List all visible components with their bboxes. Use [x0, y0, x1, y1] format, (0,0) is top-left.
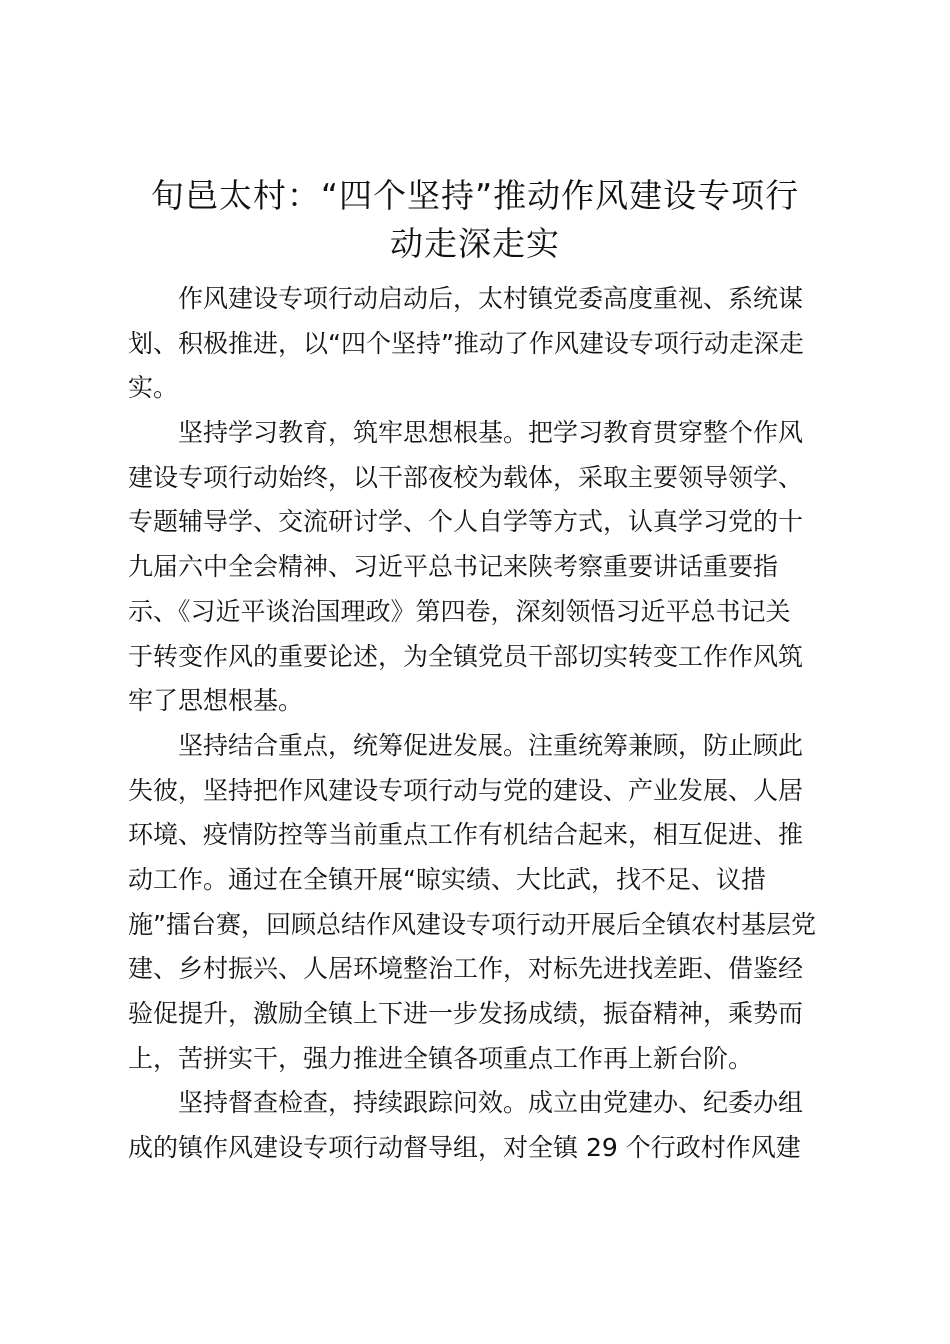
paragraph-line: 于转变作风的重要论述，为全镇党员干部切实转变工作作风筑 — [128, 641, 804, 671]
document-title — [0, 172, 950, 268]
paragraph-line: 动工作。通过在全镇开展“晾实绩、大比武，找不足、议措 — [128, 864, 766, 894]
paragraph-line: 成的镇作风建设专项行动督导组，对全镇 29 个行政村作风建 — [128, 1133, 801, 1163]
paragraph-line: 示、《习近平谈治国理政》第四卷，深刻领悟习近平总书记关 — [128, 596, 791, 626]
paragraph-study-education — [128, 411, 828, 724]
paragraph-line: 验促提升，激励全镇上下进一步发扬成绩，振奋精神，乘势而 — [128, 999, 804, 1028]
title-line-1: 旬邑太村：“四个坚持”推动作风建设专项行 — [150, 176, 800, 215]
paragraph-line: 失彼，坚持把作风建设专项行动与党的建设、产业发展、人居 — [128, 775, 804, 805]
paragraph-line: 专题辅导学、交流研讨学、个人自学等方式，认真学习党的十 — [128, 507, 804, 537]
paragraph-line: 牢了思想根基。 — [128, 686, 304, 716]
paragraph-line: 九届六中全会精神、习近平总书记来陕考察重要讲话重要指 — [128, 552, 779, 582]
paragraph-supervision — [128, 1081, 828, 1170]
paragraph-line: 施”擂台赛，回顾总结作风建设专项行动开展后全镇农村基层党 — [128, 909, 816, 939]
title-line-2: 动走深走实 — [390, 224, 560, 263]
paragraph-key-priorities — [128, 724, 828, 1082]
paragraph-line: 环境、疫情防控等当前重点工作有机结合起来，相互促进、推 — [128, 820, 804, 850]
paragraph-line: 建、乡村振兴、人居环境整治工作，对标先进找差距、借鉴经 — [128, 954, 804, 984]
paragraph-line: 坚持学习教育，筑牢思想根基。把学习教育贯穿整个作风 — [178, 418, 804, 448]
paragraph-line: 划、积极推进，以“四个坚持”推动了作风建设专项行动走深走 — [128, 328, 804, 358]
paragraph-line: 上，苦拼实干，强力推进全镇各项重点工作再上新台阶。 — [128, 1043, 754, 1073]
paragraph-line: 实。 — [128, 373, 179, 403]
paragraph-line: 坚持结合重点，统筹促进发展。注重统筹兼顾，防止顾此 — [178, 730, 804, 760]
paragraph-line: 建设专项行动始终，以干部夜校为载体，采取主要领导领学、 — [128, 462, 804, 492]
paragraph-line: 作风建设专项行动启动后，太村镇党委高度重视、系统谋 — [178, 284, 804, 313]
document-body — [128, 277, 828, 1171]
paragraph-line: 坚持督查检查，持续跟踪问效。成立由党建办、纪委办组 — [178, 1088, 804, 1118]
paragraph-intro — [128, 277, 828, 411]
